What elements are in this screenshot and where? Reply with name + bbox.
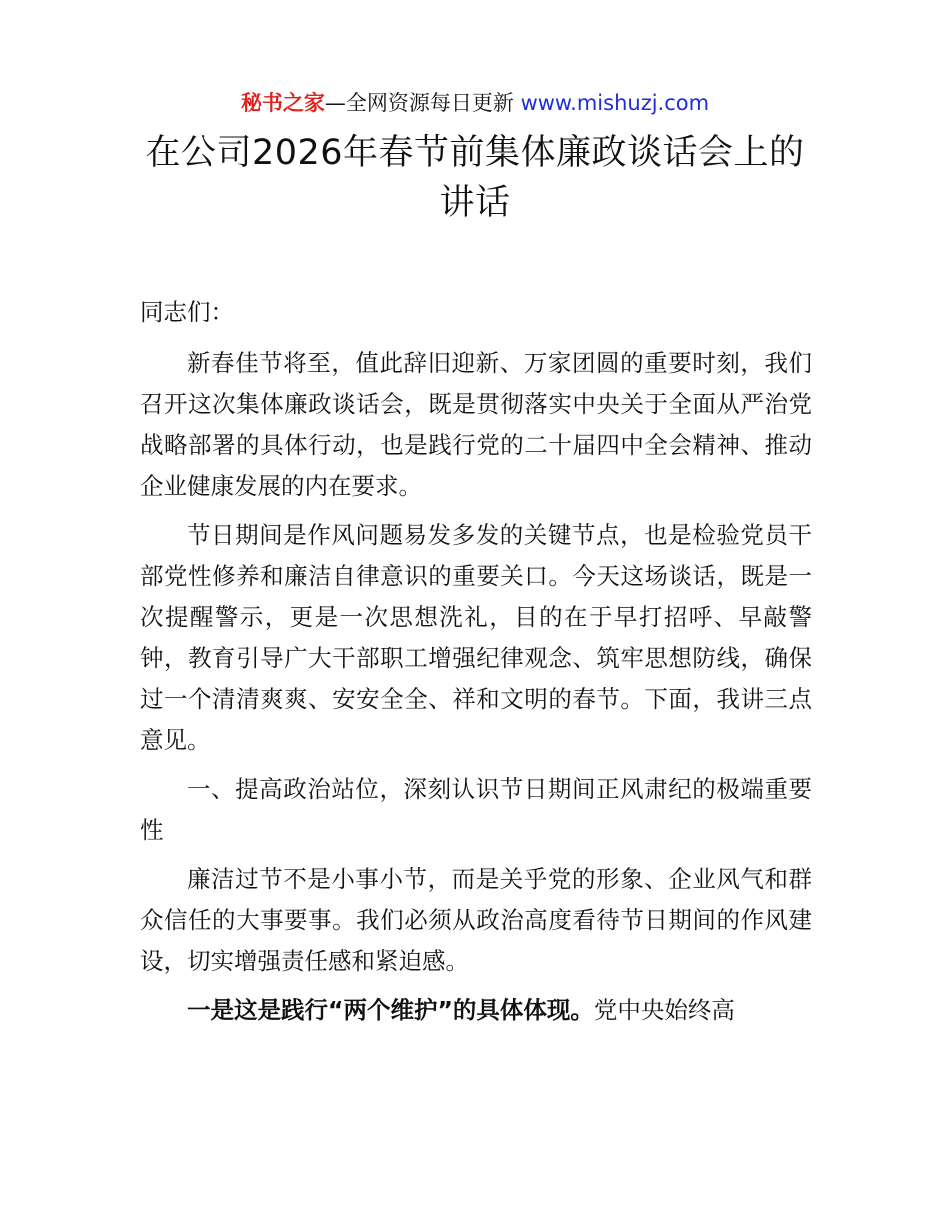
- section-paragraph: 廉洁过节不是小事小节，而是关乎党的形象、企业风气和群众信任的大事要事。我们必须从政治高度看待节日期间的作风建设，切实增强责任感和紧迫感。: [140, 865, 812, 975]
- paragraph-intro: 新春佳节将至，值此辞旧迎新、万家团圆的重要时刻，我们召开这次集体廉政谈话会，既是贯彻落实中央关于全面从严治党战略部署的具体行动，也是践行党的二十届四中全会精神、推动企业健康发展的内在要求。: [140, 349, 812, 500]
- site-brand: 秘书之家: [240, 91, 325, 115]
- point-heading: 一是这是践行“两个维护”的具体体现。: [187, 996, 594, 1024]
- paragraph-purpose: 节日期间是作风问题易发多发的关键节点，也是检验党员干部党性修养和廉洁自律意识的重要关口。今天这场谈话，既是一次提醒警示，更是一次思想洗礼，目的在于早打招呼、早敲警钟，教育引导广大干部职工增强纪律观念、筑牢思想防线，确保过一个清清爽爽、安安全全、祥和文明的春节。下面，我讲三点意见。: [140, 521, 812, 754]
- site-url-link[interactable]: www.mishuzj.com: [520, 91, 710, 115]
- point-text: 党中央始终高: [593, 996, 735, 1024]
- point-paragraph: [140, 990, 812, 1031]
- document-title: 在公司2026年春节前集体廉政谈话会上的讲话: [145, 133, 805, 223]
- salutation: 同志们：: [140, 298, 234, 326]
- document-body: [140, 292, 812, 1039]
- site-header: [0, 88, 950, 118]
- site-tagline: —全网资源每日更新: [324, 91, 521, 115]
- section-heading: 一、提高政治站位，深刻认识节日期间正风肃纪的极端重要性: [140, 775, 812, 844]
